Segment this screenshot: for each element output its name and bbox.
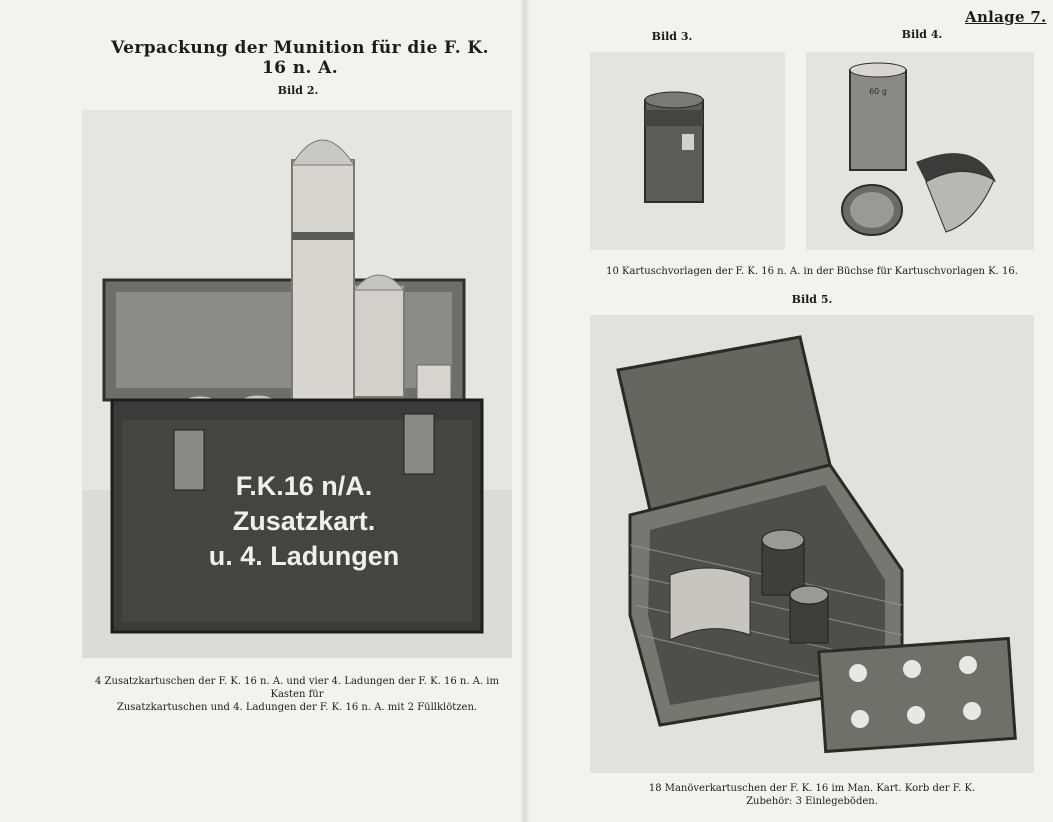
box-stencil-line2: Zusatzkart. bbox=[232, 506, 376, 536]
box-stencil-line3: u. 4. Ladungen bbox=[208, 541, 400, 571]
fig2-photo-ammo-box bbox=[82, 110, 512, 658]
fig3-label: Bild 3. bbox=[651, 30, 693, 43]
page-fold bbox=[520, 0, 530, 822]
fig5-label: Bild 5. bbox=[791, 293, 833, 306]
page-title: Verpackung der Munition für die F. K. 16 n. A. bbox=[111, 38, 489, 78]
box-stencil-line1: F.K.16 n/A. bbox=[235, 471, 373, 501]
fig4-label: Bild 4. bbox=[901, 28, 943, 41]
fig3-photo-tin bbox=[590, 52, 785, 250]
fig5-photo-basket bbox=[590, 315, 1034, 773]
fig4-photo-open-tin bbox=[806, 52, 1034, 250]
fig5-caption-line1: 18 Manöverkartuschen der F. K. 16 im Man. Kart. Korb der F. K. bbox=[648, 783, 976, 794]
fig34-caption: 10 Kartuschvorlagen der F. K. 16 n. A. in der Büchse für Kartuschvorlagen K. 16. bbox=[606, 266, 1018, 277]
fig5-caption-line2: Zubehör: 3 Einlegeböden. bbox=[746, 796, 878, 807]
fig2-caption bbox=[76, 675, 518, 714]
tin-weight-label: 60 g bbox=[869, 87, 887, 96]
annex-label: Anlage 7. bbox=[965, 8, 1047, 26]
fig2-caption-line2: Zusatzkartuschen und 4. Ladungen der F. K. 16 n. A. mit 2 Füllklötzen. bbox=[116, 702, 478, 713]
fig2-label: Bild 2. bbox=[277, 84, 319, 97]
fig2-caption-line1: 4 Zusatzkartuschen der F. K. 16 n. A. und vier 4. Ladungen der F. K. 16 n. A. im Kasten für bbox=[95, 676, 499, 700]
fig5-caption bbox=[590, 782, 1034, 808]
